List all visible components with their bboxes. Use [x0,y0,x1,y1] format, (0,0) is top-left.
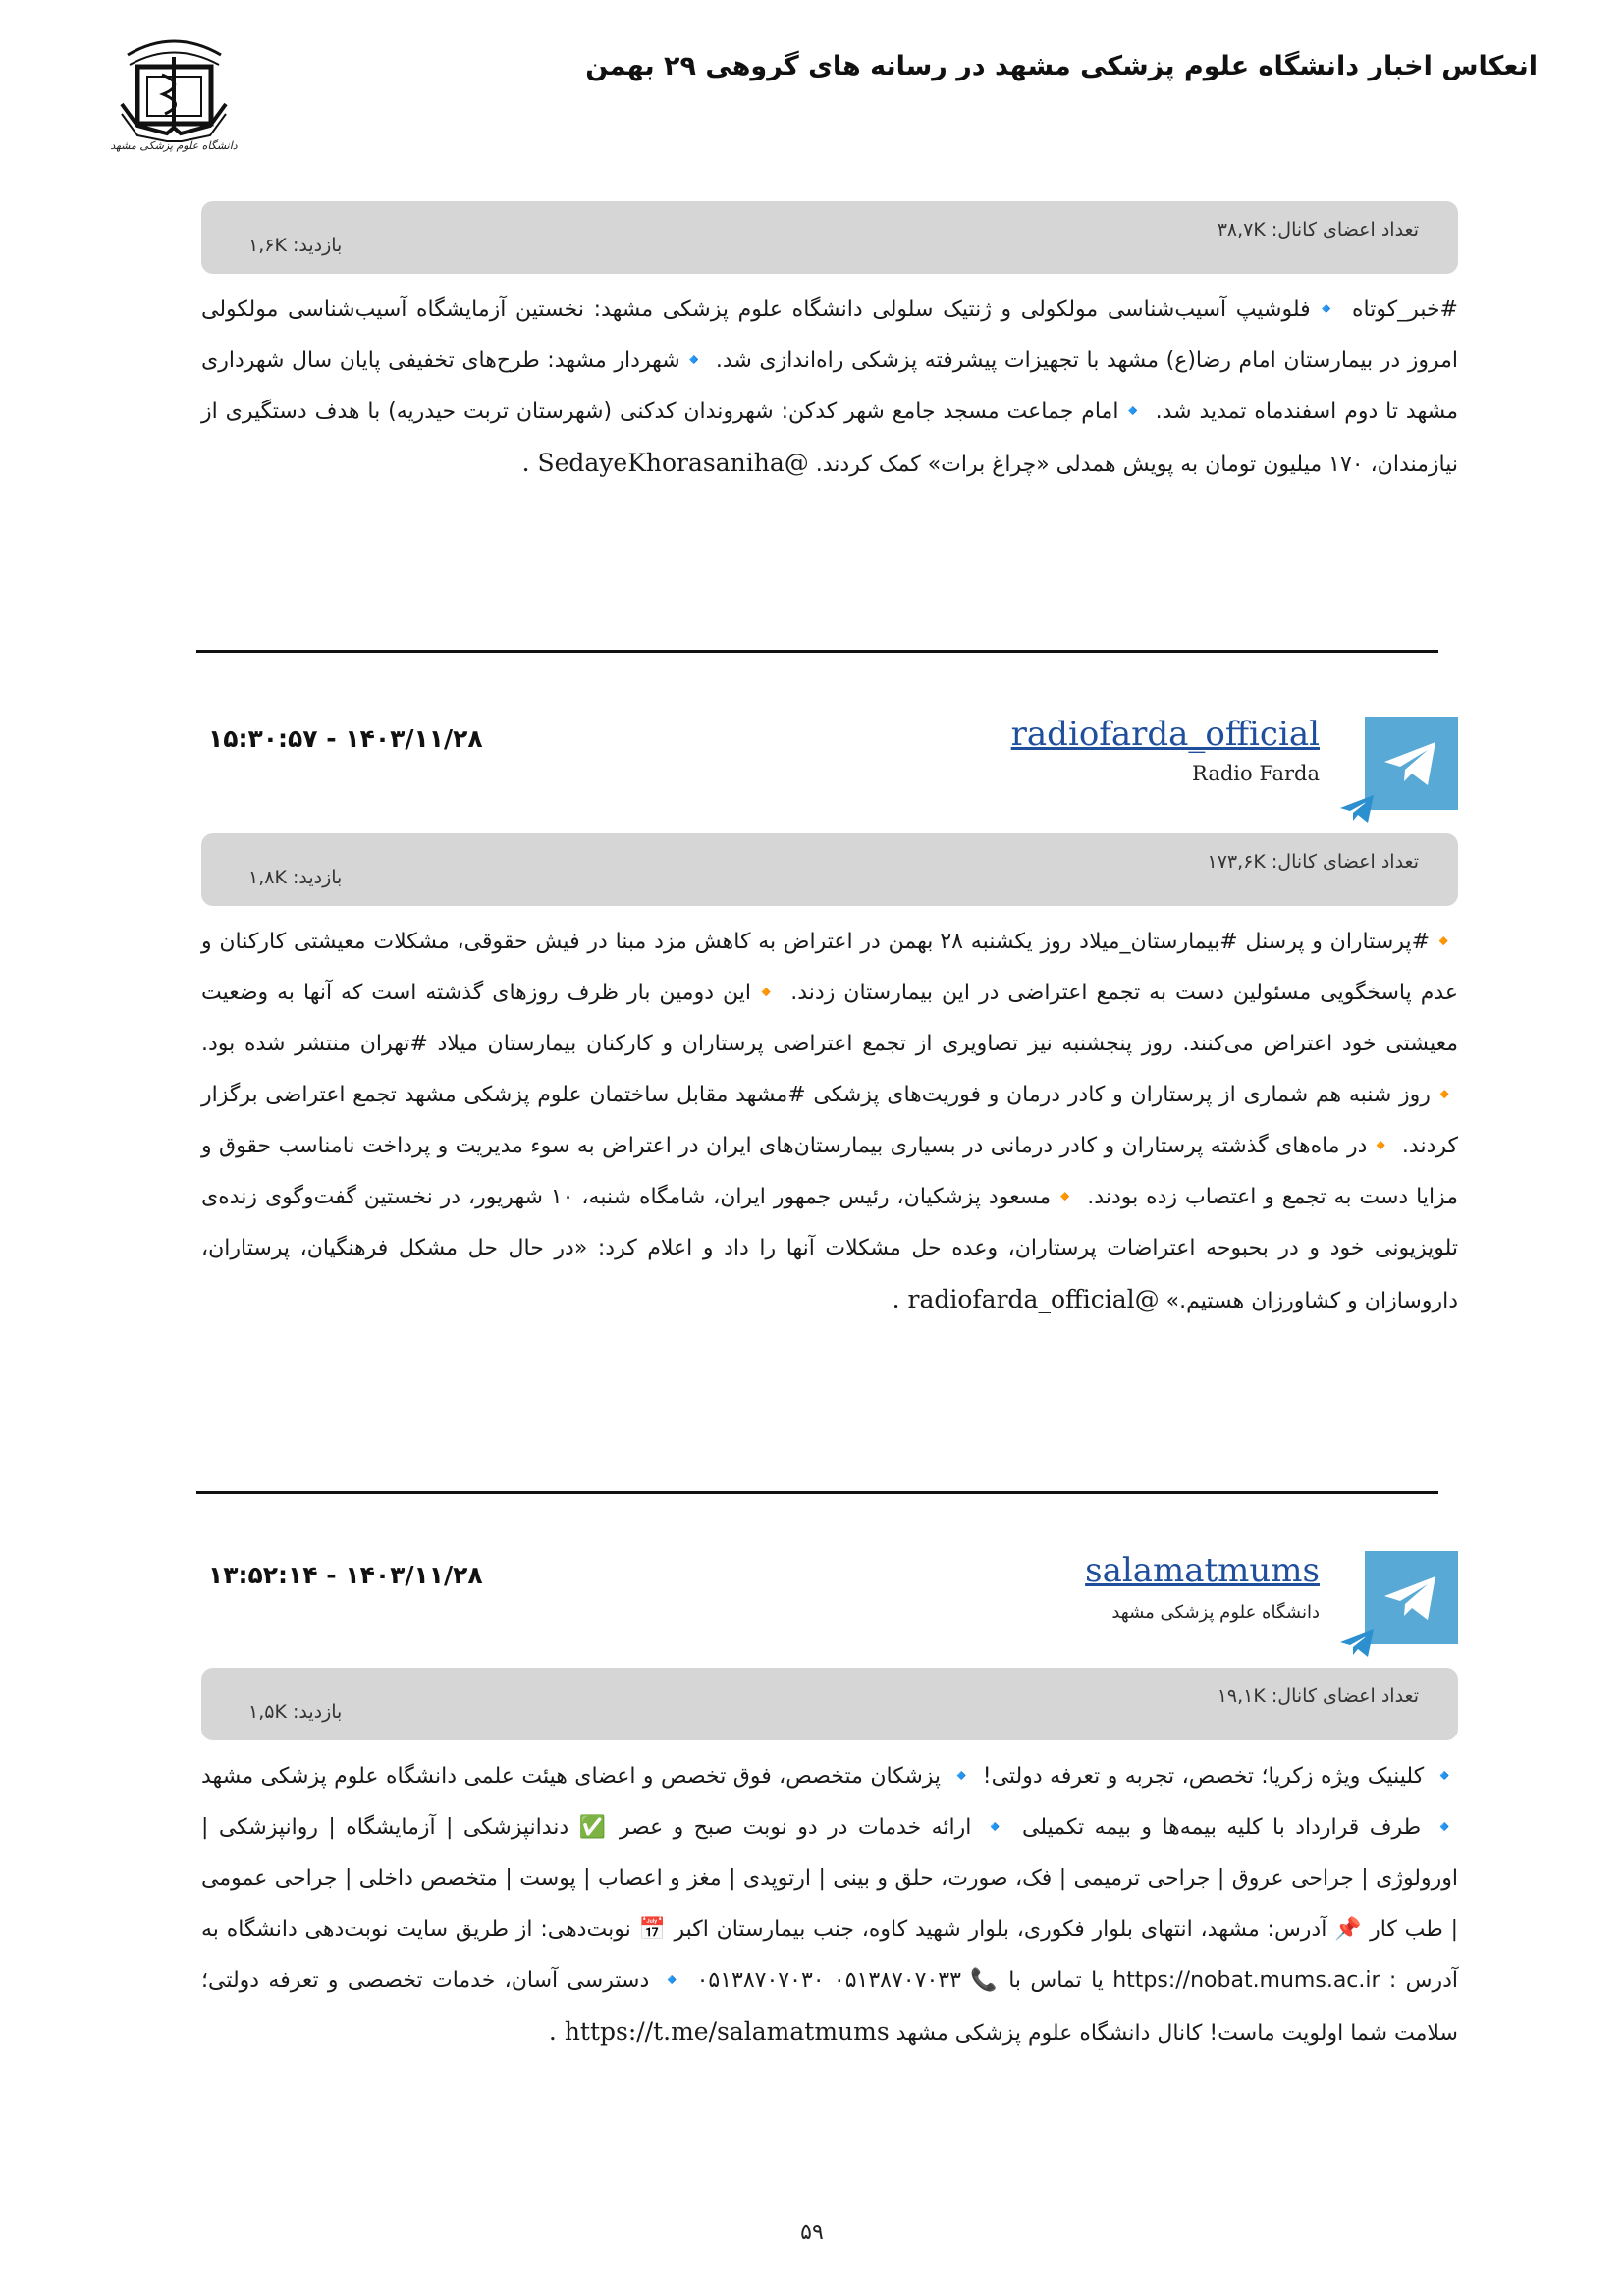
post-body [201,285,1458,491]
views-count: بازدید: ۱,۸K [248,867,343,888]
post-signature: https://t.me/salamatmums . [548,2017,890,2046]
logo-caption: دانشگاه علوم پزشکی مشهد [110,139,238,152]
channel-members-count: تعداد اعضای کانال: ۱۹,۱K [1217,1685,1419,1707]
post-signature: @radiofarda_official . [892,1285,1160,1313]
channel-name: Radio Farda [1192,762,1320,785]
channel-members-count: تعداد اعضای کانال: ۳۸,۷K [1217,219,1419,240]
page-number: ۵۹ [800,2220,824,2245]
telegram-icon [1365,1551,1458,1644]
post-stats-bar [201,1668,1458,1740]
post-stats-bar [201,833,1458,906]
post-body [201,917,1458,1327]
views-count: بازدید: ۱,۶K [248,235,343,256]
post-divider [196,1491,1438,1494]
post-signature: @SedayeKhorasaniha . [521,449,809,477]
channel-handle-link[interactable]: radiofarda_official [1010,715,1320,754]
post-text: 🔸#پرستاران و پرسنل #بیمارستان_میلاد روز یکشنبه ۲۸ بهمن در اعتراض به کاهش مزد مبنا در فیش حقوقی، مشکلات معیشتی کارکنان و عدم پاسخگویی مسئولین دست به تجمع اعتراضی در این بیمارستان زدند. 🔸این دومین بار ظرف روزهای گذشته است که آنها به وضعیت معیشتی خود اعتراض می‌کنند. روز پنجشنبه نیز تصاویری از تجمع اعتراضی پرستاران و کارکنان بیمارستان میلاد #تهران منتشر شده بود. 🔸روز شنبه هم شماری از پرستاران و کادر درمان و فوریت‌های پزشکی #مشهد مقابل ساختمان علوم پزشکی مشهد تجمع اعتراضی برگزار کردند. 🔸در ماه‌های گذشته پرستاران و کادر درمانی در بسیاری بیمارستان‌های ایران در اعتراض به سوء مدیریت و پرداخت نامناسب حقوق و مزایا دست به تجمع و اعتصاب زده بودند. 🔸مسعود پزشکیان، رئیس جمهور ایران، شامگاه شنبه، ۱۰ شهریور، در نخستین گفت‌وگوی زنده‌ی تلویزیونی خود و در بحبوحه اعتراضات پرستاران، وعده حل مشکلات آنها را داد و اعلام کرد: «در حال حل مشکل فرهنگیان، پرستاران، داروسازان و کشاورزان هستیم.» [201,930,1458,1313]
post-text: #خبر_کوتاه 🔹فلوشیپ آسیب‌شناسی مولکولی و ژنتیک سلولی دانشگاه علوم پزشکی مشهد: نخستین آزمایشگاه آسیب‌شناسی مولکولی امروز در بیمارستان امام رضا(ع) مشهد با تجهیزات پیشرفته پزشکی راه‌اندازی شد. 🔹شهردار مشهد: طرح‌های تخفیفی پایان سال شهرداری مشهد تا دوم اسفندماه تمدید شد. 🔹امام جماعت مسجد جامع شهر کدکن: شهروندان کدکنی (شهرستان تربت حیدریه) با هدف دستگیری از نیازمندان، ۱۷۰ میلیون تومان به پویش همدلی «چراغ برات» کمک کردند. [201,297,1458,477]
channel-handle-link[interactable]: salamatmums [1085,1551,1320,1590]
channel-name: دانشگاه علوم پزشکی مشهد [1111,1602,1320,1623]
post-divider [196,650,1438,653]
post-date: ۱۵:۳۰:۵۷ - ۱۴۰۳/۱۱/۲۸ [208,724,483,753]
telegram-icon [1365,717,1458,810]
post-stats-bar [201,201,1458,274]
channel-members-count: تعداد اعضای کانال: ۱۷۳,۶K [1207,851,1419,873]
views-count: بازدید: ۱,۵K [248,1701,343,1723]
telegram-plane-icon [1338,1628,1376,1659]
post-text: 🔹 کلینیک ویژه زکریا؛ تخصص، تجربه و تعرفه دولتی! 🔹 پزشکان متخصص، فوق تخصص و اعضای هیئت علمی دانشگاه علوم پزشکی مشهد 🔹 طرف قرارداد با کلیه بیمه‌ها و بیمه تکمیلی 🔹 ارائه خدمات در دو نوبت صبح و عصر ✅ دندانپزشکی | آزمایشگاه | روانپزشکی | اورولوژی | جراحی عروق | جراحی ترمیمی | فک، صورت، حلق و بینی | ارتوپدی | مغز و اعصاب | پوست | متخصص داخلی | جراحی عمومی | طب کار 📌 آدرس: مشهد، انتهای بلوار فکوری، بلوار شهید کاوه، جنب بیمارستان اکبر 📅 نوبت‌دهی: از طریق سایت نوبت‌دهی دانشگاه به آدرس : https://nobat.mums.ac.ir یا تماس با 📞 ۰۵۱۳۸۷۰۷۰۳۳ ۰۵۱۳۸۷۰۷۰۳۰ 🔹 دسترسی آسان، خدمات تخصصی و تعرفه دولتی؛ سلامت شما اولویت ماست! کانال دانشگاه علوم پزشکی مشهد [201,1764,1458,2046]
post-date: ۱۳:۵۲:۱۴ - ۱۴۰۳/۱۱/۲۸ [208,1561,483,1589]
page-title: انعکاس اخبار دانشگاه علوم پزشکی مشهد در رسانه های گروهی ۲۹ بهمن [585,51,1538,81]
telegram-plane-icon [1338,793,1376,825]
post-body [201,1751,1458,2059]
